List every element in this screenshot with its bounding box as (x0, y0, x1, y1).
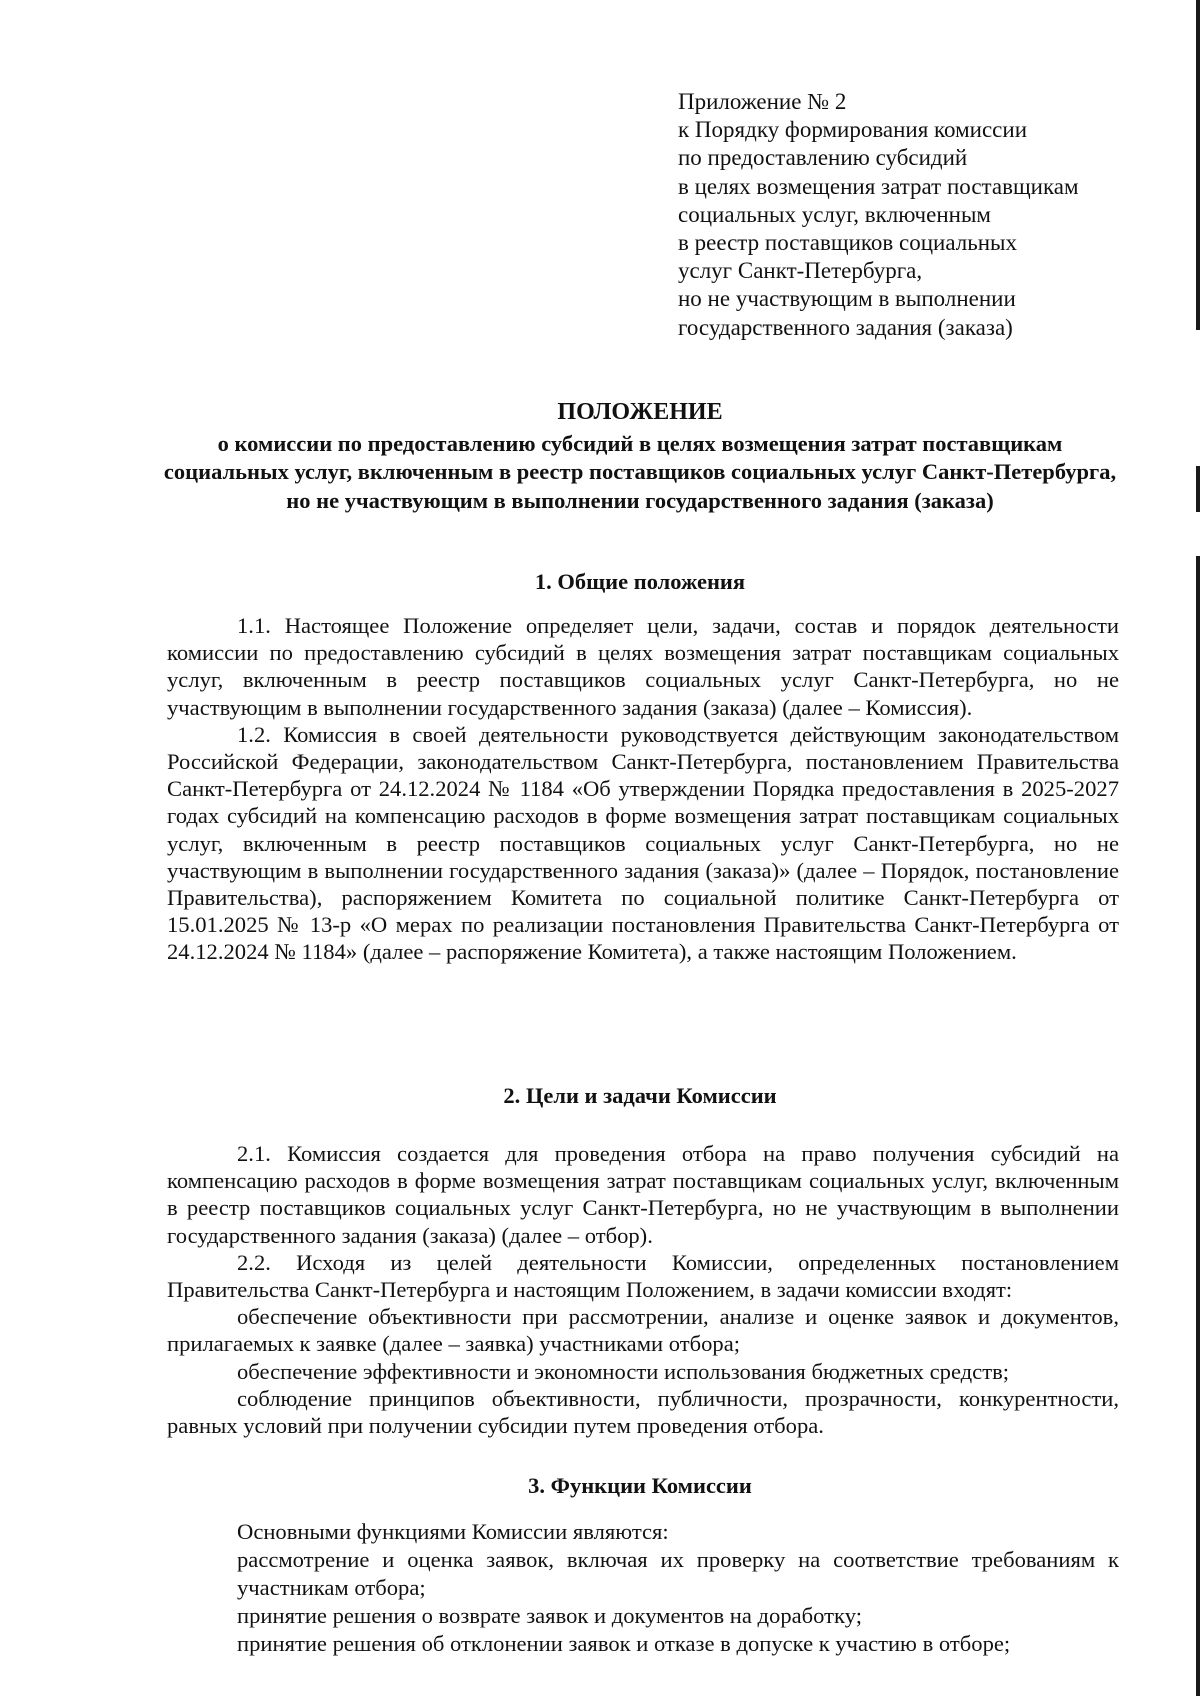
section-1-body (167, 612, 1119, 966)
paragraph-2-2: 2.2. Исходя из целей деятельности Комиссии, определенных постановлением Правительства Санкт-Петербурга и настоящим Положением, в задачи комиссии входят: (167, 1249, 1119, 1303)
annex-line: по предоставлению субсидий (678, 145, 968, 171)
paragraph-3-intro: Основными функциями Комиссии являются: (237, 1519, 669, 1544)
paragraph-2-task-3: соблюдение принципов объективности, публичности, прозрачности, конкурентности, равных условий при получении субсидии путем проведения отбора. (167, 1385, 1119, 1439)
annex-line: Приложение № 2 (678, 89, 847, 114)
scan-edge-mark-top (1196, 0, 1200, 330)
paragraph-1-2: 1.2. Комиссия в своей деятельности руководствуется действующим законодательством Российской Федерации, законодательством Санкт-Петербурга, постановлением Правительства Санкт-Петербурга от 24.12.2024 № 1184 «Об утверждении Порядка предоставления в 2025-2027 годах субсидий на компенсацию расходов в форме возмещения затрат поставщикам социальных услуг, включенным в реестр поставщиков социальных услуг Санкт-Петербурга, но не участвующим в выполнении государственного задания (заказа)» (далее – Порядок, постановление Правительства), распоряжением Комитета по социальной политике Санкт-Петербурга от 15.01.2025 № 13-р «О мерах по реализации постановления Правительства Санкт-Петербурга от 24.12.2024 № 1184» (далее – распоряжение Комитета), а также настоящим Положением. (167, 721, 1119, 965)
annex-line: услуг Санкт-Петербурга, (678, 258, 923, 284)
document-subtitle: о комиссии по предоставлению субсидий в целях возмещения затрат поставщикам социальных услуг, включенным в реестр поставщиков социальных услуг Санкт-Петербурга, но не участвующим в выполнении государственного задания (заказа) (163, 431, 1117, 513)
annex-line: к Порядку формирования комиссии (678, 117, 1028, 143)
scan-edge-mark-middle (1196, 466, 1200, 512)
paragraph-3-function-1: рассмотрение и оценка заявок, включая их проверку на соответствие требованиям к участникам отбора; (237, 1547, 1119, 1600)
annex-line: в реестр поставщиков социальных (678, 230, 1017, 256)
paragraph-2-task-2: обеспечение эффективности и экономности использования бюджетных средств; (237, 1358, 1010, 1384)
paragraph-3-function-3: принятие решения об отклонении заявок и отказе в допуске к участию в отборе; (237, 1631, 1011, 1656)
annex-line: в целях возмещения затрат поставщикам (678, 173, 1079, 199)
document-title: ПОЛОЖЕНИЕ (557, 399, 723, 425)
paragraph-3-function-2: принятие решения о возврате заявок и документов на доработку; (237, 1603, 862, 1628)
section-2-body (167, 1140, 1119, 1439)
section-3-heading: 3. Функции Комиссии (528, 1473, 752, 1498)
paragraph-2-task-1: обеспечение объективности при рассмотрении, анализе и оценке заявок и документов, прилагаемых к заявке (далее – заявка) участниками отбора; (167, 1304, 1119, 1357)
section-1-heading: 1. Общие положения (534, 569, 746, 594)
paragraph-1-1: 1.1. Настоящее Положение определяет цели, задачи, состав и порядок деятельности комиссии по предоставлению субсидий в целях возмещения затрат поставщикам социальных услуг, включенным в реестр поставщиков социальных услуг Санкт-Петербурга, но не участвующим в выполнении государственного задания (заказа) (далее – Комиссия). (167, 613, 1119, 720)
section-2-heading: 2. Цели и задачи Комиссии (503, 1083, 777, 1108)
scan-edge-mark-bottom (1196, 556, 1200, 1696)
section-3-body (167, 1518, 1119, 1658)
document-title-block (160, 398, 1120, 515)
annex-line: государственного задания (заказа) (678, 314, 1013, 340)
annex-line: социальных услуг, включенным (678, 201, 991, 227)
paragraph-2-1: 2.1. Комиссия создается для проведения отбора на право получения субсидий на компенсацию расходов в форме возмещения затрат поставщикам социальных услуг, включенным в реестр поставщиков социальных услуг Санкт-Петербурга, но не участвующим в выполнении государственного задания (заказа) (далее – отбор). (167, 1141, 1119, 1248)
annex-line: но не участвующим в выполнении (678, 286, 1016, 312)
annex-header (678, 88, 1138, 342)
